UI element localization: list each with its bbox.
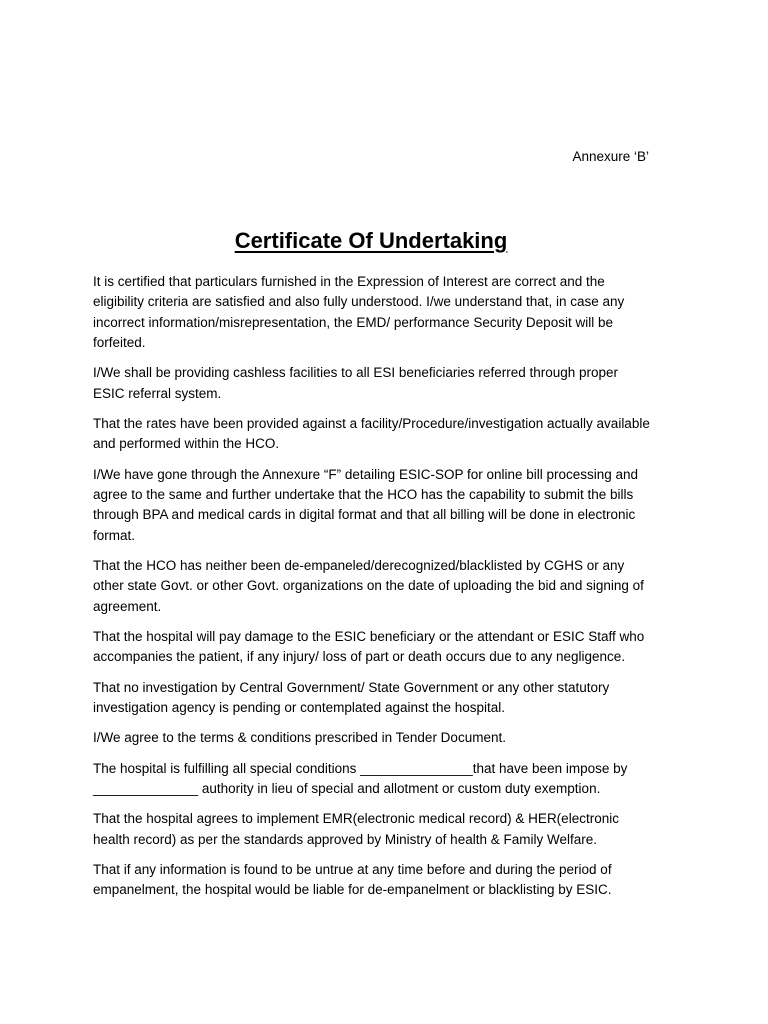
paragraph-particulars-certified: It is certified that particulars furnished in the Expression of Interest are correct and the eligibility criteria are satisfied and also fully understood. I/we understand that, in case any incorrect information/misrepresentation, the EMD/ performance Security Deposit will be forfeited. <box>93 274 625 351</box>
annexure-label: Annexure ‘B’ <box>572 149 649 164</box>
paragraph-rates-provided: That the rates have been provided against a facility/Procedure/investigation actually available and performed within the HCO. <box>93 416 650 452</box>
paragraph-special-conditions: The hospital is fulfilling all special conditions _______________that have been impose by ______________ authority in lieu of special and allotment or custom duty exemption. <box>93 760 628 796</box>
document-body <box>93 272 653 910</box>
paragraph-not-blacklisted: That the HCO has neither been de-empaneled/derecognized/blacklisted by CGHS or any other state Govt. or other Govt. organizations on the date of uploading the bid and signing of agreement. <box>93 558 644 614</box>
paragraph-emr-her: That the hospital agrees to implement EMR(electronic medical record) & HER(electronic health record) as per the standards approved by Ministry of health & Family Welfare. <box>93 811 619 847</box>
paragraph-untrue-information: That if any information is found to be untrue at any time before and during the period of empanelment, the hospital would be liable for de-empanelment or blacklisting by ESIC. <box>93 861 612 898</box>
paragraph-terms-conditions: I/We agree to the terms & conditions prescribed in Tender Document. <box>93 730 506 746</box>
paragraph-damage-liability: That the hospital will pay damage to the ESIC beneficiary or the attendant or ESIC Staff who accompanies the patient, if any injury/ loss of part or death occurs due to any negligence. <box>93 629 645 665</box>
paragraph-cashless-facilities: I/We shall be providing cashless facilities to all ESI beneficiaries referred through proper ESIC referral system. <box>93 365 619 401</box>
paragraph-no-investigation: That no investigation by Central Government/ State Government or any other statutory investigation agency is pending or contemplated against the hospital. <box>93 679 610 716</box>
document-title: Certificate Of Undertaking <box>234 228 508 253</box>
paragraph-annexure-f-sop: I/We have gone through the Annexure “F” detailing ESIC-SOP for online bill processing and agree to the same and further undertake that the HCO has the capability to submit the bills through BPA and medical cards in digital format and that all billing will be done in electronic format. <box>93 466 639 543</box>
